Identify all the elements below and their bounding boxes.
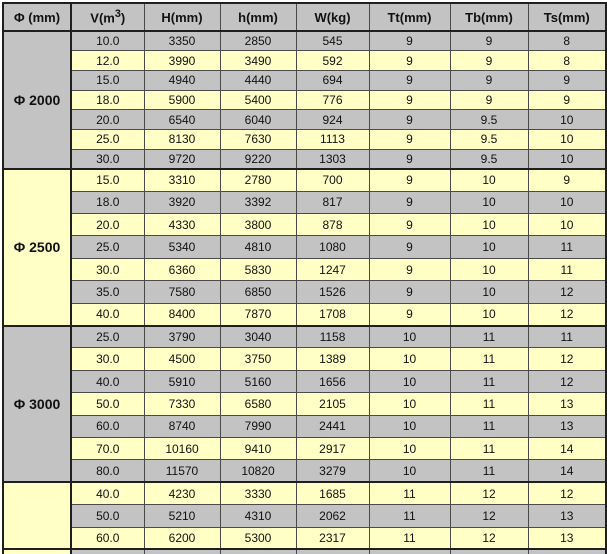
table-cell [144, 549, 220, 554]
table-cell: 10 [528, 214, 606, 236]
table-cell: 9 [369, 51, 450, 71]
table-cell: 5340 [144, 236, 220, 258]
table-row [3, 169, 606, 191]
table-row [3, 281, 606, 303]
table-cell: 1158 [296, 326, 369, 348]
table-row [3, 415, 606, 437]
table-cell: 9 [369, 169, 450, 191]
header-row [3, 3, 606, 31]
table-cell: 700 [296, 169, 369, 191]
table-cell: 20.0 [71, 110, 144, 130]
table-cell: 18.0 [71, 191, 144, 213]
table-cell: 50.0 [71, 393, 144, 415]
table-cell: 6360 [144, 258, 220, 280]
table-cell: 5160 [220, 370, 296, 392]
column-header: h(mm) [220, 3, 296, 31]
table-cell: 10 [369, 370, 450, 392]
table-cell: 25.0 [71, 129, 144, 149]
table-cell: 3279 [296, 460, 369, 482]
table-cell: 9 [369, 110, 450, 130]
table-cell: 9.5 [450, 129, 528, 149]
table-cell: 18.0 [71, 90, 144, 110]
table-cell: 12 [528, 281, 606, 303]
table-cell: 11 [450, 393, 528, 415]
table-cell: 9220 [220, 149, 296, 169]
table-row [3, 326, 606, 348]
table-cell: 14 [528, 438, 606, 460]
table-cell: 878 [296, 214, 369, 236]
table-cell: 7990 [220, 415, 296, 437]
table-cell: 6040 [220, 110, 296, 130]
table-cell: 40.0 [71, 482, 144, 504]
table-cell: 11 [450, 415, 528, 437]
table-cell: 11 [369, 482, 450, 504]
table-cell: 3800 [220, 214, 296, 236]
table-cell: 1113 [296, 129, 369, 149]
table-cell: 11 [450, 326, 528, 348]
table-cell: 9 [369, 258, 450, 280]
table-cell: 5400 [220, 90, 296, 110]
table-cell: 11 [528, 236, 606, 258]
table-cell: 35.0 [71, 281, 144, 303]
group-label [3, 549, 71, 554]
table-cell: 9 [369, 70, 450, 90]
table-cell: 6540 [144, 110, 220, 130]
table-cell: 8 [528, 31, 606, 51]
table-cell: 9 [528, 70, 606, 90]
table-cell [220, 549, 296, 554]
table-cell: 12.0 [71, 51, 144, 71]
table-cell: 3490 [220, 51, 296, 71]
table-cell: 2062 [296, 505, 369, 527]
table-cell: 1708 [296, 303, 369, 325]
table-cell: 1080 [296, 236, 369, 258]
table-cell: 4310 [220, 505, 296, 527]
table-cell: 1247 [296, 258, 369, 280]
table-cell: 3330 [220, 482, 296, 504]
table-cell: 11 [369, 505, 450, 527]
table-row [3, 110, 606, 130]
table-row [3, 505, 606, 527]
table-row [3, 90, 606, 110]
table-cell: 3990 [144, 51, 220, 71]
table-cell: 817 [296, 191, 369, 213]
table-cell: 592 [296, 51, 369, 71]
table-cell: 4330 [144, 214, 220, 236]
table-cell: 14 [528, 460, 606, 482]
table-cell: 10 [369, 460, 450, 482]
table-cell: 5210 [144, 505, 220, 527]
table-cell: 9 [369, 214, 450, 236]
table-cell: 8 [528, 51, 606, 71]
table-cell: 10 [369, 326, 450, 348]
table-cell: 10820 [220, 460, 296, 482]
table-row [3, 214, 606, 236]
table-cell: 13 [528, 415, 606, 437]
table-cell [71, 549, 144, 554]
table-cell: 11 [450, 370, 528, 392]
table-cell: 9 [450, 31, 528, 51]
group-label: Φ 2500 [3, 169, 71, 326]
table-cell: 3920 [144, 191, 220, 213]
table-cell: 3392 [220, 191, 296, 213]
group-label: Φ 3000 [3, 326, 71, 483]
table-cell: 20.0 [71, 214, 144, 236]
table-cell: 10 [369, 415, 450, 437]
table-cell: 776 [296, 90, 369, 110]
table-row [3, 51, 606, 71]
table-cell: 10 [450, 258, 528, 280]
group-label: Φ 2000 [3, 31, 71, 169]
table-cell: 8130 [144, 129, 220, 149]
table-cell: 7580 [144, 281, 220, 303]
tank-dimension-table [2, 2, 607, 554]
column-header: Tt(mm) [369, 3, 450, 31]
superscript-3: 3 [114, 8, 121, 21]
table-cell: 9.5 [450, 149, 528, 169]
table-cell: 2780 [220, 169, 296, 191]
table-cell: 9 [369, 31, 450, 51]
table-cell: 12 [528, 303, 606, 325]
table-cell: 10 [450, 303, 528, 325]
table-cell: 9.5 [450, 110, 528, 130]
table-cell: 11 [450, 348, 528, 370]
table-cell: 7330 [144, 393, 220, 415]
table-row [3, 482, 606, 504]
table-cell: 9 [528, 169, 606, 191]
table-cell: 80.0 [71, 460, 144, 482]
table-cell: 8400 [144, 303, 220, 325]
table-row [3, 258, 606, 280]
table-cell: 70.0 [71, 438, 144, 460]
column-header: W(kg) [296, 3, 369, 31]
table-cell: 5300 [220, 527, 296, 549]
table-cell [450, 549, 528, 554]
table-cell: 2917 [296, 438, 369, 460]
table-cell [296, 549, 369, 554]
column-header: Tb(mm) [450, 3, 528, 31]
table-cell: 1303 [296, 149, 369, 169]
table-cell: 1389 [296, 348, 369, 370]
table-cell: 2317 [296, 527, 369, 549]
table-cell: 30.0 [71, 348, 144, 370]
table-cell: 12 [528, 482, 606, 504]
table-row [3, 191, 606, 213]
table-row [3, 527, 606, 549]
table-cell: 924 [296, 110, 369, 130]
table-cell: 6850 [220, 281, 296, 303]
table-cell: 9 [450, 90, 528, 110]
table-row [3, 31, 606, 51]
table-cell: 9 [369, 303, 450, 325]
table-row [3, 460, 606, 482]
table-cell: 3750 [220, 348, 296, 370]
table-cell: 3040 [220, 326, 296, 348]
table-cell: 5900 [144, 90, 220, 110]
table-body [3, 31, 606, 554]
table-cell: 5830 [220, 258, 296, 280]
table-cell: 10 [450, 281, 528, 303]
column-header: Φ (mm) [3, 3, 71, 31]
table-cell: 8740 [144, 415, 220, 437]
table-cell: 10 [369, 348, 450, 370]
group-label [3, 482, 71, 549]
column-header: $V(m^3)$ [71, 3, 144, 31]
table-cell: 545 [296, 31, 369, 51]
table-cell: 1526 [296, 281, 369, 303]
table-cell: 10 [369, 438, 450, 460]
table-cell: 30.0 [71, 258, 144, 280]
table-cell: 11570 [144, 460, 220, 482]
table-cell: 15.0 [71, 169, 144, 191]
table-cell: 2850 [220, 31, 296, 51]
table-row [3, 129, 606, 149]
table-row [3, 236, 606, 258]
table-cell: 4230 [144, 482, 220, 504]
table-cell: 2441 [296, 415, 369, 437]
table-cell: 6200 [144, 527, 220, 549]
table-cell: 15.0 [71, 70, 144, 90]
table-cell: 40.0 [71, 370, 144, 392]
table-cell: 10 [450, 214, 528, 236]
table-cell: 2105 [296, 393, 369, 415]
table-row [3, 370, 606, 392]
table-cell: 10 [528, 191, 606, 213]
table-cell: 9 [369, 90, 450, 110]
table-row [3, 149, 606, 169]
table-cell: 4810 [220, 236, 296, 258]
table-row [3, 393, 606, 415]
table-cell: 9 [369, 191, 450, 213]
table-cell: 60.0 [71, 415, 144, 437]
table-cell: 9 [369, 281, 450, 303]
table-cell: 10 [528, 129, 606, 149]
table-cell: 9 [369, 129, 450, 149]
table-cell: 9 [369, 149, 450, 169]
column-header: Ts(mm) [528, 3, 606, 31]
table-cell: 10 [450, 236, 528, 258]
table-cell: 7630 [220, 129, 296, 149]
table-cell: 10 [369, 393, 450, 415]
table-cell: 30.0 [71, 149, 144, 169]
table-cell: 1685 [296, 482, 369, 504]
table-cell: 9 [369, 236, 450, 258]
table-cell: 11 [528, 326, 606, 348]
table-cell: 10160 [144, 438, 220, 460]
table-cell: 10.0 [71, 31, 144, 51]
table-cell [369, 549, 450, 554]
table-cell: 4500 [144, 348, 220, 370]
table-cell: 12 [450, 505, 528, 527]
table-cell: 4940 [144, 70, 220, 90]
table-cell: 1656 [296, 370, 369, 392]
table-cell: 40.0 [71, 303, 144, 325]
table-cell: 60.0 [71, 527, 144, 549]
table-cell: 12 [528, 348, 606, 370]
table-cell: 10 [450, 191, 528, 213]
table-cell: 10 [528, 149, 606, 169]
table-cell: 9720 [144, 149, 220, 169]
table-cell: 9 [450, 70, 528, 90]
table-row [3, 438, 606, 460]
table-cell: 13 [528, 505, 606, 527]
table-cell: 25.0 [71, 236, 144, 258]
table-row [3, 70, 606, 90]
table-cell: 13 [528, 527, 606, 549]
table-cell: 3790 [144, 326, 220, 348]
table-cell [528, 549, 606, 554]
table-cell: 3310 [144, 169, 220, 191]
table-cell: 25.0 [71, 326, 144, 348]
partial-clipped-row [3, 549, 606, 554]
table-cell: 12 [450, 527, 528, 549]
table-cell: 11 [450, 438, 528, 460]
table-cell: 10 [450, 169, 528, 191]
column-header: H(mm) [144, 3, 220, 31]
table-cell: 11 [528, 258, 606, 280]
table-cell: 9 [528, 90, 606, 110]
table-cell: 6580 [220, 393, 296, 415]
table-cell: 11 [450, 460, 528, 482]
table-row [3, 348, 606, 370]
table-cell: 13 [528, 393, 606, 415]
table-cell: 9 [450, 51, 528, 71]
table-cell: 5910 [144, 370, 220, 392]
table-cell: 3350 [144, 31, 220, 51]
table-row [3, 303, 606, 325]
table-header [3, 3, 606, 31]
table-cell: 4440 [220, 70, 296, 90]
table-cell: 694 [296, 70, 369, 90]
table-cell: 7870 [220, 303, 296, 325]
table-cell: 12 [450, 482, 528, 504]
table-cell: 12 [528, 370, 606, 392]
table-cell: 50.0 [71, 505, 144, 527]
table-cell: 9410 [220, 438, 296, 460]
table-cell: 10 [528, 110, 606, 130]
table-cell: 11 [369, 527, 450, 549]
